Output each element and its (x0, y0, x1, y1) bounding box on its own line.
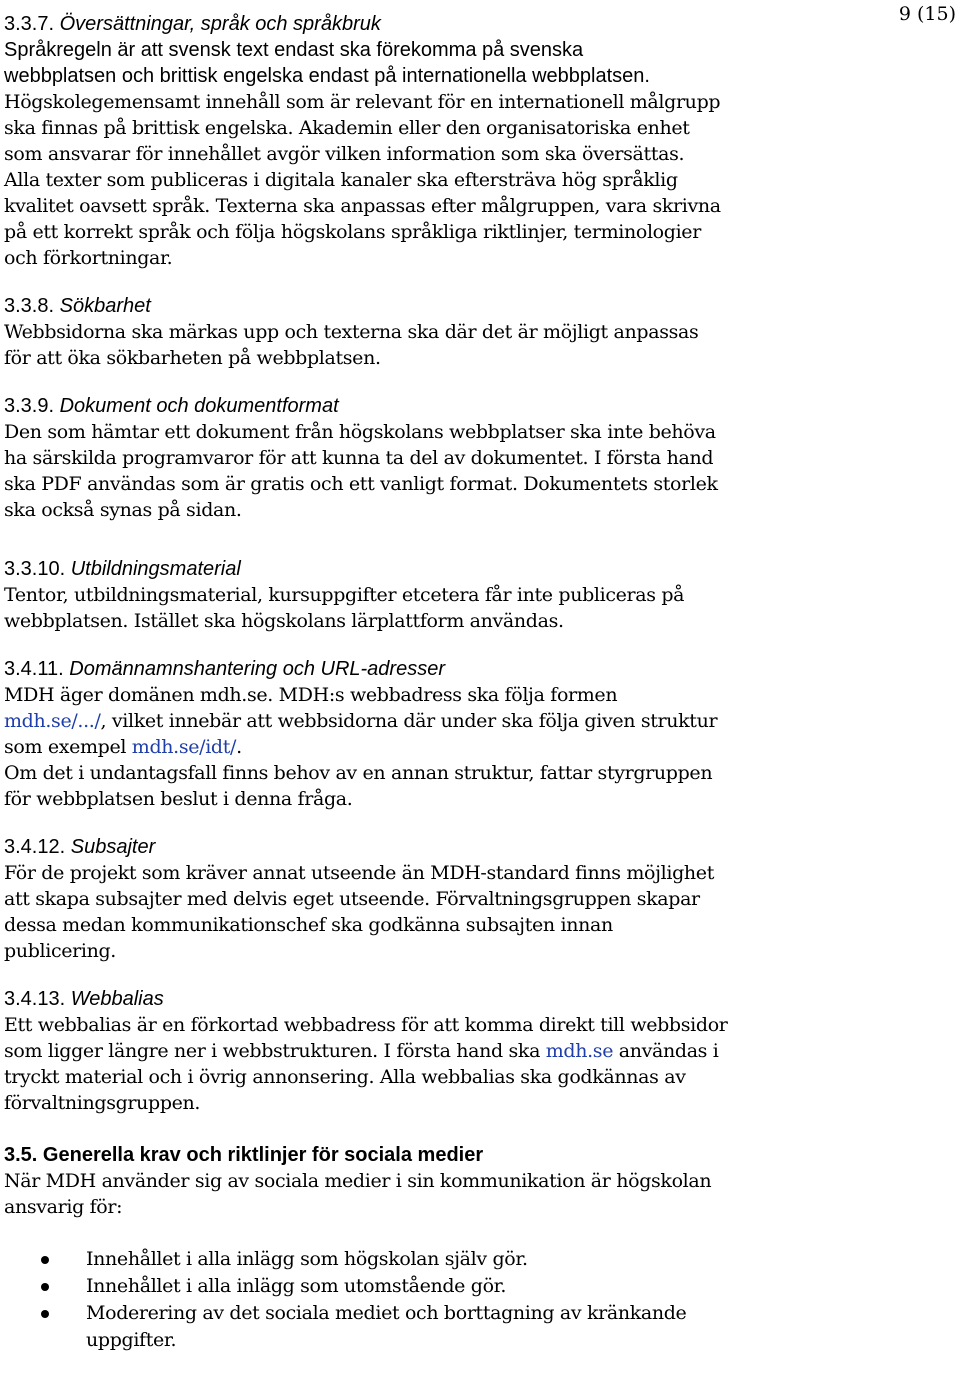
document-body (4, 11, 804, 1376)
link-mdh-format[interactable]: mdh.se/.../ (4, 710, 101, 732)
section-web-alias (4, 986, 804, 1116)
bullet-list (4, 1246, 804, 1354)
section-heading: 3.3.10. Utbildningsmaterial (4, 558, 241, 580)
section-translations (4, 11, 804, 271)
paragraph-translations: Högskolegemensamt innehåll som är relevant för en internationell målgrupp ska finnas på brittisk engelska. Akademin eller den organisatoriska enhet som ansvarar för innehållet avgör vilken information som ska översättas. Alla texter som publiceras i digitala kanaler ska eftersträva hög språklig kvalitet oavsett språk. Texterna ska anpassas efter målgruppen, vara skrivna på ett korrekt språk och följa högskolans språkliga riktlinjer, terminologier och förkortningar. (4, 91, 721, 269)
paragraph-document-formats: Den som hämtar ett dokument från högskolans webbplatser ska inte behöva ha särskilda programvaror för att kunna ta del av dokumentet. I första hand ska PDF användas som är gratis och ett vanligt format. Dokumentets storlek ska också synas på sidan. (4, 421, 718, 521)
section-heading: 3.4.13. Webbalias (4, 988, 164, 1010)
section-heading: 3.5. Generella krav och riktlinjer för sociala medier (4, 1144, 484, 1166)
paragraph-searchability: Webbsidorna ska märkas upp och texterna ska där det är möjligt anpassas för att öka sökbarheten på webbplatsen. (4, 321, 699, 369)
bullet-icon (41, 1256, 49, 1264)
paragraph-web-alias: Ett webbalias är en förkortad webbadress för att komma direkt till webbsidor som ligger längre ner i webbstrukturen. I första hand ska mdh.se användas i tryckt material och i övrig annonsering. Alla webbalias ska godkännas av förvaltningsgruppen. (4, 1014, 728, 1114)
page-number: 9 (15) (898, 3, 956, 25)
paragraph-social-media: När MDH använder sig av sociala medier i sin kommunikation är högskolan ansvarig för: (4, 1170, 712, 1218)
section-heading: 3.4.12. Subsajter (4, 836, 156, 858)
paragraph-domain-names: MDH äger domänen mdh.se. MDH:s webbadress ska följa formen mdh.se/.../, vilket innebär att webbsidorna där under ska följa given struktur som exempel mdh.se/idt/. Om det i undantagsfall finns behov av en annan struktur, fattar styrgruppen för webbplatsen beslut i denna fråga. (4, 684, 718, 810)
section-education-material (4, 556, 804, 634)
list-item: Innehållet i alla inlägg som utomstående gör. (4, 1273, 804, 1300)
section-heading: 3.3.9. Dokument och dokumentformat (4, 395, 339, 417)
section-searchability (4, 293, 804, 371)
section-domain-names (4, 656, 804, 812)
list-item: Innehållet i alla inlägg som högskolan själv gör. (4, 1246, 804, 1273)
section-document-formats (4, 393, 804, 523)
section-subsites (4, 834, 804, 964)
section-social-media (4, 1142, 804, 1354)
link-mdh-idt[interactable]: mdh.se/idt/ (131, 736, 237, 758)
paragraph-education-material: Tentor, utbildningsmaterial, kursuppgifter etcetera får inte publiceras på webbplatsen. Istället ska högskolans lärplattform användas. (4, 584, 685, 632)
section-heading: 3.3.7. Översättningar, språk och språkbruk (4, 13, 381, 35)
paragraph-language-rule: Språkregeln är att svensk text endast ska förekomma på svenska webbplatsen och brittisk engelska endast på internationella webbplatsen. (4, 39, 650, 87)
link-mdh-se[interactable]: mdh.se (545, 1040, 614, 1062)
bullet-icon (41, 1310, 49, 1318)
list-item: Moderering av det sociala mediet och borttagning av kränkande uppgifter. (4, 1300, 804, 1354)
section-heading: 3.3.8. Sökbarhet (4, 295, 151, 317)
bullet-icon (41, 1283, 49, 1291)
section-heading: 3.4.11. Domännamnshantering och URL-adresser (4, 658, 445, 680)
paragraph-subsites: För de projekt som kräver annat utseende än MDH-standard finns möjlighet att skapa subsajter med delvis eget utseende. Förvaltningsgruppen skapar dessa medan kommunikationschef ska godkänna subsajten innan publicering. (4, 862, 714, 962)
